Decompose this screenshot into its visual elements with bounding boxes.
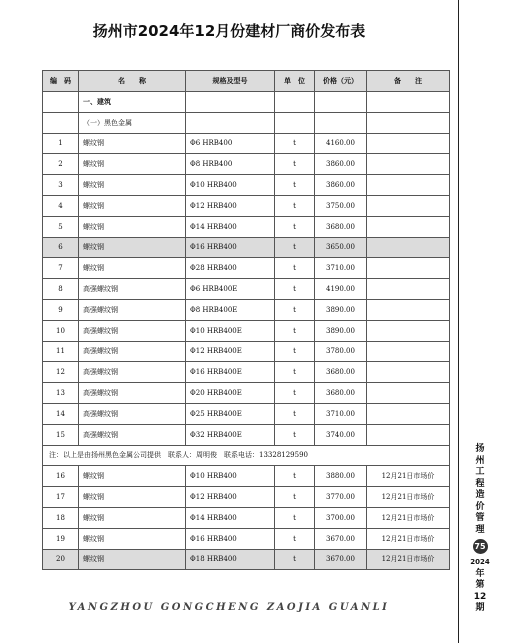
table-row — [43, 528, 450, 549]
cell-unit: t — [275, 195, 315, 216]
cell-name: 螺纹钢 — [79, 195, 186, 216]
cell-name: 螺纹钢 — [79, 466, 186, 487]
table-row — [43, 341, 450, 362]
cell-spec: Φ8 HRB400E — [186, 299, 275, 320]
cell-remark — [367, 341, 450, 362]
cell-spec: Φ12 HRB400E — [186, 341, 275, 362]
cell-name: 螺纹钢 — [79, 507, 186, 528]
sidebar-char: 州 — [475, 455, 485, 466]
header-spec: 规格及型号 — [186, 71, 275, 92]
cell-unit: t — [275, 216, 315, 237]
cell-unit: t — [275, 466, 315, 487]
cell-spec: Φ28 HRB400 — [186, 258, 275, 279]
issue-char: 12 — [473, 591, 487, 602]
cell-name: 高强螺纹钢 — [79, 341, 186, 362]
sidebar-char: 造 — [475, 490, 485, 500]
cell-remark — [367, 424, 450, 445]
cell-remark — [367, 258, 450, 279]
cell-name: 螺纹钢 — [79, 258, 186, 279]
cell-unit: t — [275, 528, 315, 549]
cell-unit: t — [275, 175, 315, 196]
cell-spec: Φ10 HRB400 — [186, 466, 275, 487]
cell-remark: 12月21日市场价 — [367, 487, 450, 508]
cell-name: 高强螺纹钢 — [79, 299, 186, 320]
cell-unit: t — [275, 383, 315, 404]
cell-remark — [367, 403, 450, 424]
subcategory-label: （一）黑色金属 — [79, 112, 186, 133]
table-row — [43, 133, 450, 154]
cell-code: 13 — [43, 383, 79, 404]
cell-unit: t — [275, 507, 315, 528]
cell-remark — [367, 237, 450, 258]
sidebar-char: 理 — [475, 524, 485, 535]
cell-spec: Φ16 HRB400E — [186, 362, 275, 383]
cell-remark — [367, 175, 450, 196]
sidebar-char: 工 — [475, 467, 485, 477]
cell-spec: Φ6 HRB400E — [186, 279, 275, 300]
table-header-row — [43, 71, 450, 92]
cell-name: 螺纹钢 — [79, 216, 186, 237]
cell-name: 高强螺纹钢 — [79, 403, 186, 424]
cell-remark — [367, 383, 450, 404]
cell-name: 螺纹钢 — [79, 237, 186, 258]
cell-spec: Φ10 HRB400E — [186, 320, 275, 341]
cell-price: 3670.00 — [315, 549, 367, 570]
table-row — [43, 507, 450, 528]
cell-spec: Φ16 HRB400 — [186, 528, 275, 549]
cell-code: 15 — [43, 424, 79, 445]
table-row — [43, 403, 450, 424]
cell-name: 螺纹钢 — [79, 549, 186, 570]
cell-code: 7 — [43, 258, 79, 279]
cell-price: 3880.00 — [315, 466, 367, 487]
journal-sidebar — [470, 444, 490, 615]
cell-unit: t — [275, 320, 315, 341]
cell-remark — [367, 320, 450, 341]
issue-char: 期 — [475, 603, 485, 613]
cell-code: 4 — [43, 195, 79, 216]
cell-name: 高强螺纹钢 — [79, 279, 186, 300]
cell-name: 高强螺纹钢 — [79, 383, 186, 404]
table-row — [43, 466, 450, 487]
sidebar-char: 管 — [475, 513, 485, 523]
journal-footer: YANGZHOU GONGCHENG ZAOJIA GUANLI — [68, 602, 390, 613]
cell-name: 螺纹钢 — [79, 133, 186, 154]
cell-spec: Φ12 HRB400 — [186, 487, 275, 508]
cell-remark: 12月21日市场价 — [367, 466, 450, 487]
header-unit: 单 位 — [275, 71, 315, 92]
sidebar-char: 扬 — [475, 444, 485, 454]
cell-remark: 12月21日市场价 — [367, 549, 450, 570]
category-row — [43, 92, 450, 113]
table-row — [43, 258, 450, 279]
cell-price: 3700.00 — [315, 507, 367, 528]
cell-price: 3680.00 — [315, 216, 367, 237]
cell-price: 3740.00 — [315, 424, 367, 445]
cell-code: 5 — [43, 216, 79, 237]
sidebar-char: 程 — [475, 478, 485, 489]
cell-spec: Φ6 HRB400 — [186, 133, 275, 154]
cell-price: 3680.00 — [315, 362, 367, 383]
cell-spec: Φ10 HRB400 — [186, 175, 275, 196]
sidebar-char: 价 — [475, 501, 485, 512]
cell-code: 6 — [43, 237, 79, 258]
cell-price: 3860.00 — [315, 175, 367, 196]
cell-remark: 12月21日市场价 — [367, 507, 450, 528]
note-row — [43, 445, 450, 466]
subcategory-row — [43, 112, 450, 133]
cell-name: 螺纹钢 — [79, 154, 186, 175]
cell-price: 3780.00 — [315, 341, 367, 362]
cell-name: 高强螺纹钢 — [79, 362, 186, 383]
cell-code: 2 — [43, 154, 79, 175]
cell-code: 19 — [43, 528, 79, 549]
cell-remark — [367, 362, 450, 383]
cell-code: 11 — [43, 341, 79, 362]
cell-spec: Φ32 HRB400E — [186, 424, 275, 445]
category-label: 一、建筑 — [79, 92, 186, 113]
table-row — [43, 320, 450, 341]
cell-name: 螺纹钢 — [79, 175, 186, 196]
issue-char: 年 — [475, 568, 485, 579]
table-row — [43, 175, 450, 196]
table-row — [43, 195, 450, 216]
cell-unit: t — [275, 549, 315, 570]
cell-unit: t — [275, 154, 315, 175]
table-row — [43, 487, 450, 508]
cell-price: 3680.00 — [315, 383, 367, 404]
cell-price: 3650.00 — [315, 237, 367, 258]
cell-price: 3890.00 — [315, 320, 367, 341]
cell-name: 高强螺纹钢 — [79, 424, 186, 445]
cell-code: 1 — [43, 133, 79, 154]
issue-char: 第 — [475, 580, 485, 590]
cell-unit: t — [275, 258, 315, 279]
cell-spec: Φ14 HRB400 — [186, 507, 275, 528]
cell-unit: t — [275, 237, 315, 258]
supplier-note: 注：以上是由扬州黑色金属公司提供 联系人：周明俊 联系电话：13328129590 — [43, 445, 450, 466]
cell-code: 16 — [43, 466, 79, 487]
cell-code: 12 — [43, 362, 79, 383]
header-price: 价格（元） — [315, 71, 367, 92]
table-row — [43, 383, 450, 404]
header-name: 名 称 — [79, 71, 186, 92]
cell-price: 3750.00 — [315, 195, 367, 216]
table-row — [43, 237, 450, 258]
table-row — [43, 549, 450, 570]
cell-spec: Φ8 HRB400 — [186, 154, 275, 175]
cell-price: 3670.00 — [315, 528, 367, 549]
cell-unit: t — [275, 341, 315, 362]
table-row — [43, 279, 450, 300]
cell-remark — [367, 299, 450, 320]
cell-unit: t — [275, 424, 315, 445]
cell-code: 17 — [43, 487, 79, 508]
cell-price: 3710.00 — [315, 258, 367, 279]
issue-char: 2024 — [470, 558, 490, 566]
cell-price: 3860.00 — [315, 154, 367, 175]
cell-remark — [367, 133, 450, 154]
cell-unit: t — [275, 299, 315, 320]
table-row — [43, 299, 450, 320]
cell-spec: Φ14 HRB400 — [186, 216, 275, 237]
cell-code: 10 — [43, 320, 79, 341]
cell-price: 4190.00 — [315, 279, 367, 300]
cell-name: 高强螺纹钢 — [79, 320, 186, 341]
header-remark: 备 注 — [367, 71, 450, 92]
cell-remark — [367, 279, 450, 300]
cell-spec: Φ18 HRB400 — [186, 549, 275, 570]
cell-price: 3710.00 — [315, 403, 367, 424]
cell-spec: Φ12 HRB400 — [186, 195, 275, 216]
table-row — [43, 424, 450, 445]
cell-name: 螺纹钢 — [79, 528, 186, 549]
cell-spec: Φ16 HRB400 — [186, 237, 275, 258]
cell-remark — [367, 195, 450, 216]
cell-unit: t — [275, 279, 315, 300]
cell-remark: 12月21日市场价 — [367, 528, 450, 549]
cell-price: 4160.00 — [315, 133, 367, 154]
cell-unit: t — [275, 362, 315, 383]
cell-spec: Φ20 HRB400E — [186, 383, 275, 404]
cell-code: 18 — [43, 507, 79, 528]
table-row — [43, 362, 450, 383]
table-row — [43, 216, 450, 237]
cell-code: 8 — [43, 279, 79, 300]
cell-code: 14 — [43, 403, 79, 424]
cell-code: 9 — [43, 299, 79, 320]
page-number: 75 — [473, 539, 488, 554]
cell-price: 3770.00 — [315, 487, 367, 508]
cell-name: 螺纹钢 — [79, 487, 186, 508]
cell-price: 3890.00 — [315, 299, 367, 320]
cell-unit: t — [275, 403, 315, 424]
price-table — [42, 70, 450, 570]
cell-code: 20 — [43, 549, 79, 570]
table-row — [43, 154, 450, 175]
cell-unit: t — [275, 133, 315, 154]
cell-unit: t — [275, 487, 315, 508]
header-code: 编 码 — [43, 71, 79, 92]
cell-remark — [367, 154, 450, 175]
cell-remark — [367, 216, 450, 237]
cell-code: 3 — [43, 175, 79, 196]
page-title: 扬州市2024年12月份建材厂商价发布表 — [92, 22, 366, 40]
cell-spec: Φ25 HRB400E — [186, 403, 275, 424]
